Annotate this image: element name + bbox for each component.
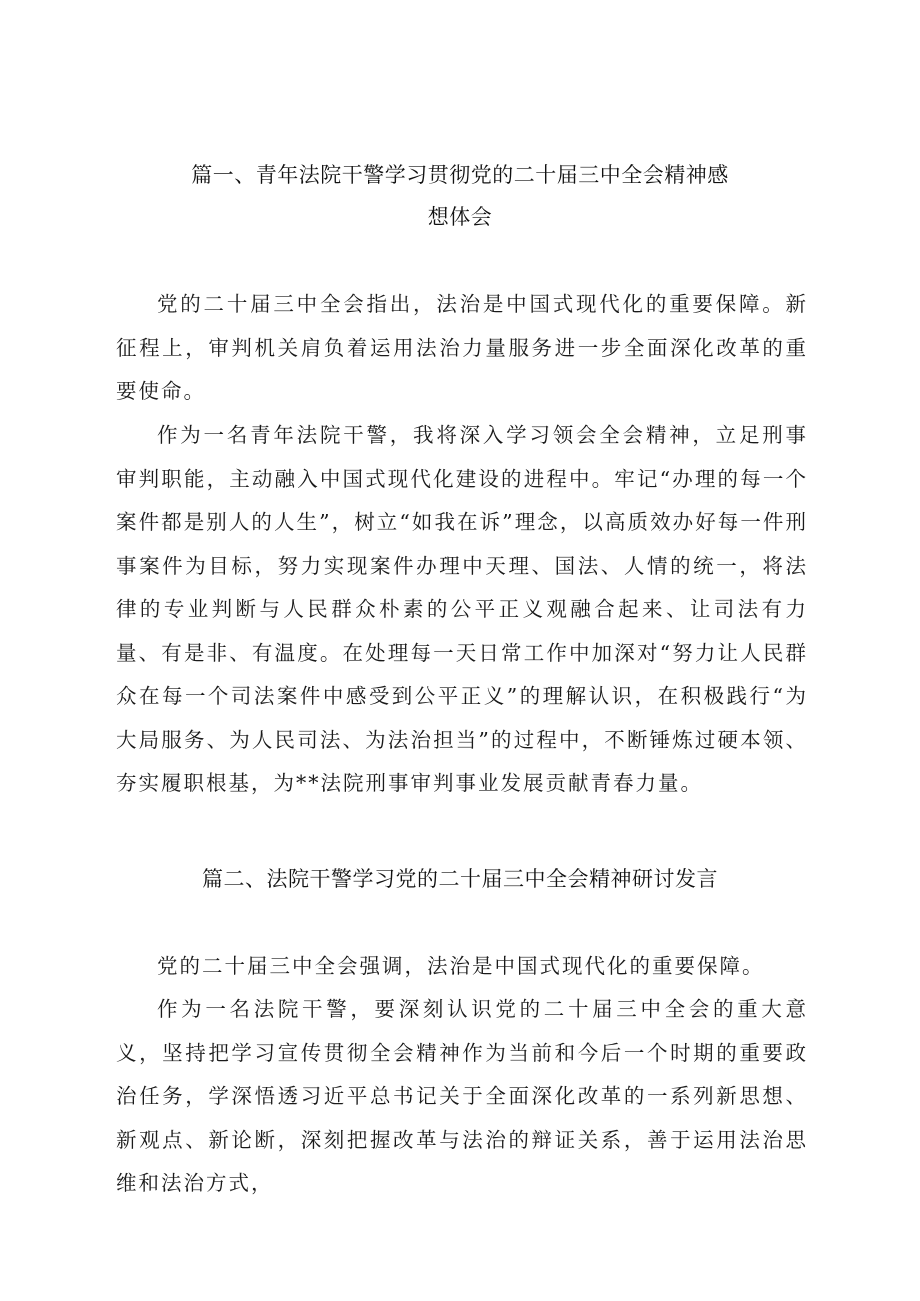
section1-paragraph-1: 党的二十届三中全会指出，法治是中国式现代化的重要保障。新征程上，审判机关肩负着运用法治力量服务进一步全面深化改革的重要使命。 — [116, 292, 808, 403]
section1-title-line2: 想体会 — [427, 205, 493, 229]
section1-paragraph-2: 作为一名青年法院干警，我将深入学习领会全会精神，立足刑事审判职能，主动融入中国式现代化建设的进程中。牢记“办理的每一个案件都是别人的人生”，树立“如我在诉”理念，以高质效办好每一件刑事案件为目标，努力实现案件办理中天理、国法、人情的统一，将法律的专业判断与人民群众朴素的公平正义观融合起来、让司法有力量、有是非、有温度。在处理每一天日常工作中加深对“努力让人民群众在每一个司法案件中感受到公平正义”的理解认识，在积极践行“为大局服务、为人民司法、为法治担当”的过程中，不断锤炼过硬本领、夯实履职根基，为**法院刑事审判事业发展贡献青春力量。 — [116, 423, 808, 795]
section2-title: 篇二、法院干警学习党的二十届三中全会精神研讨发言 — [202, 867, 718, 891]
section1-title-line1: 篇一、青年法院干警学习贯彻党的二十届三中全会精神感 — [191, 163, 729, 187]
section2-paragraph-2: 作为一名法院干警，要深刻认识党的二十届三中全会的重大意义，坚持把学习宣传贯彻全会精神作为当前和今后一个时期的重要政治任务，学深悟透习近平总书记关于全面深化改革的一系列新思想、新观点、新论断，深刻把握改革与法治的辩证关系，善于运用法治思维和法治方式， — [116, 997, 808, 1195]
section2-paragraph-1: 党的二十届三中全会强调，法治是中国式现代化的重要保障。 — [157, 954, 765, 978]
section1-title — [140, 154, 780, 238]
